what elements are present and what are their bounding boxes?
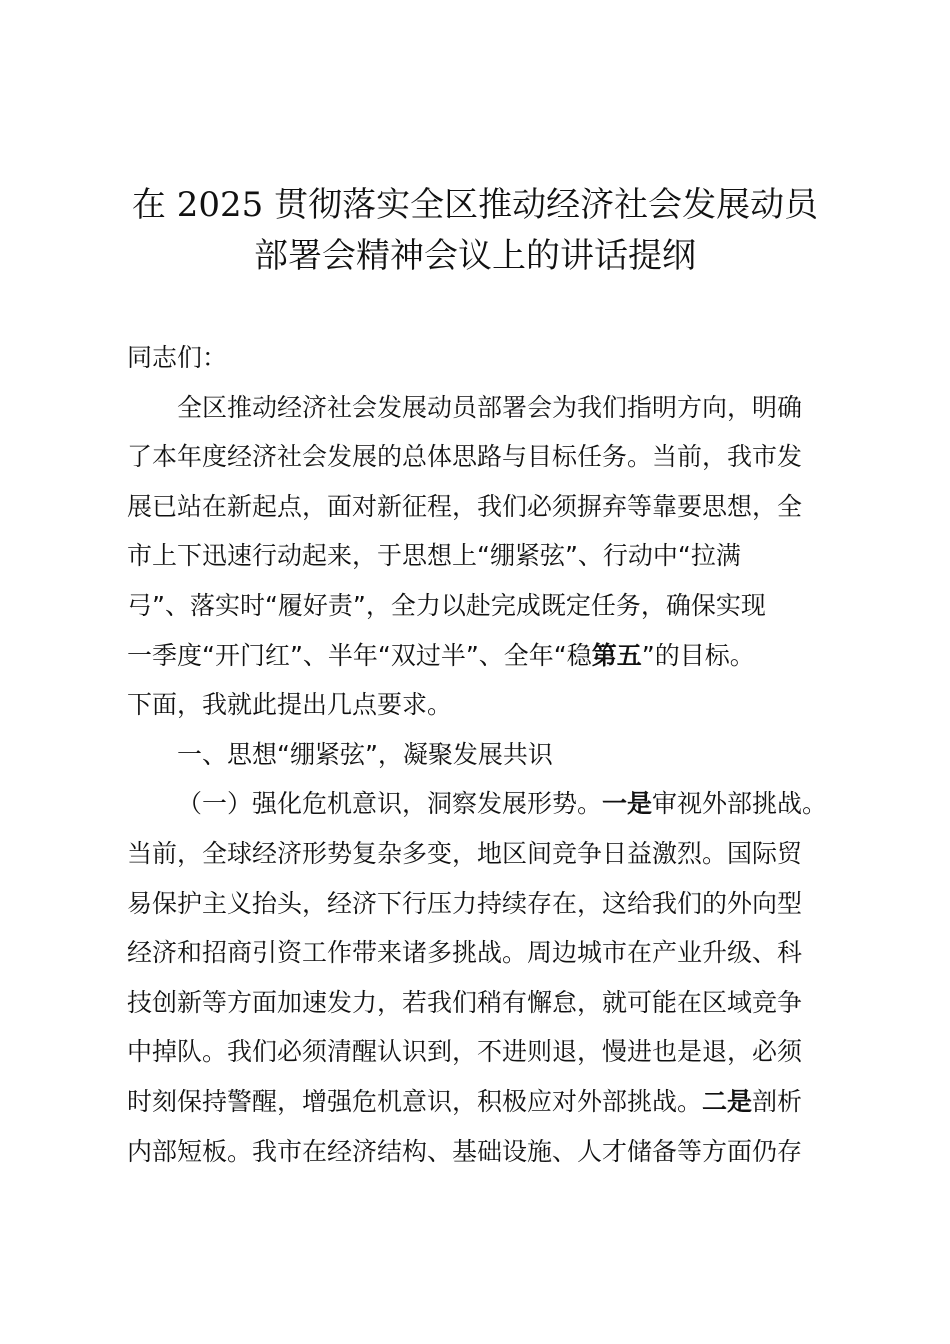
paragraph-line: 下面，我就此提出几点要求。 (127, 690, 453, 720)
paragraph-line: 市上下迅速行动起来，于思想上“绷紧弦”、行动中“拉满 (127, 541, 741, 571)
document-body (127, 333, 847, 1176)
salutation: 同志们： (127, 343, 228, 372)
paragraph-line: 中掉队。我们必须清醒认识到，不进则退，慢进也是退，必须 (127, 1037, 803, 1067)
text-run: 时刻保持警醒，增强危机意识，积极应对外部挑战。 (127, 1086, 703, 1116)
subsection-heading: （一）强化危机意识，洞察发展形势。 (177, 789, 603, 819)
text-run: 剖析 (752, 1086, 803, 1116)
title-line-2: 部署会精神会议上的讲话提纲 (254, 236, 696, 276)
paragraph-line: 易保护主义抬头，经济下行压力持续存在，这给我们的外向型 (127, 888, 803, 918)
paragraph-line (127, 1077, 847, 1127)
text-run: 审视外部挑战。 (652, 789, 828, 819)
paragraph-line: 内部短板。我市在经济结构、基础设施、人才储备等方面仍存 (127, 1136, 803, 1166)
document-title (80, 180, 870, 282)
paragraph-line: 全区推动经济社会发展动员部署会为我们指明方向，明确 (177, 392, 803, 422)
bold-text: 二是 (702, 1086, 753, 1116)
paragraph-line: 展已站在新起点，面对新征程，我们必须摒弃等靠要思想，全 (127, 491, 803, 521)
section-heading: 一、思想“绷紧弦”，凝聚发展共识 (177, 739, 553, 769)
paragraph-line: 经济和招商引资工作带来诸多挑战。周边城市在产业升级、科 (127, 938, 803, 968)
paragraph-line: 当前，全球经济形势复杂多变，地区间竞争日益激烈。国际贸 (127, 838, 803, 868)
subsection-line (127, 779, 847, 829)
paragraph-line: 了本年度经济社会发展的总体思路与目标任务。当前，我市发 (127, 442, 803, 472)
title-line-1: 在 2025 贯彻落实全区推动经济社会发展动员 (131, 185, 819, 225)
paragraph-line (127, 631, 847, 681)
bold-text: 第五 (591, 640, 642, 670)
paragraph-line: 弓”、落实时“履好责”，全力以赴完成既定任务，确保实现 (127, 590, 766, 620)
paragraph-line: 技创新等方面加速发力，若我们稍有懈怠，就可能在区域竞争 (127, 987, 803, 1017)
text-run: 一季度“开门红”、半年“双过半”、全年“稳 (127, 640, 592, 670)
bold-text: 一是 (602, 789, 653, 819)
text-run: ”的目标。 (641, 640, 755, 670)
